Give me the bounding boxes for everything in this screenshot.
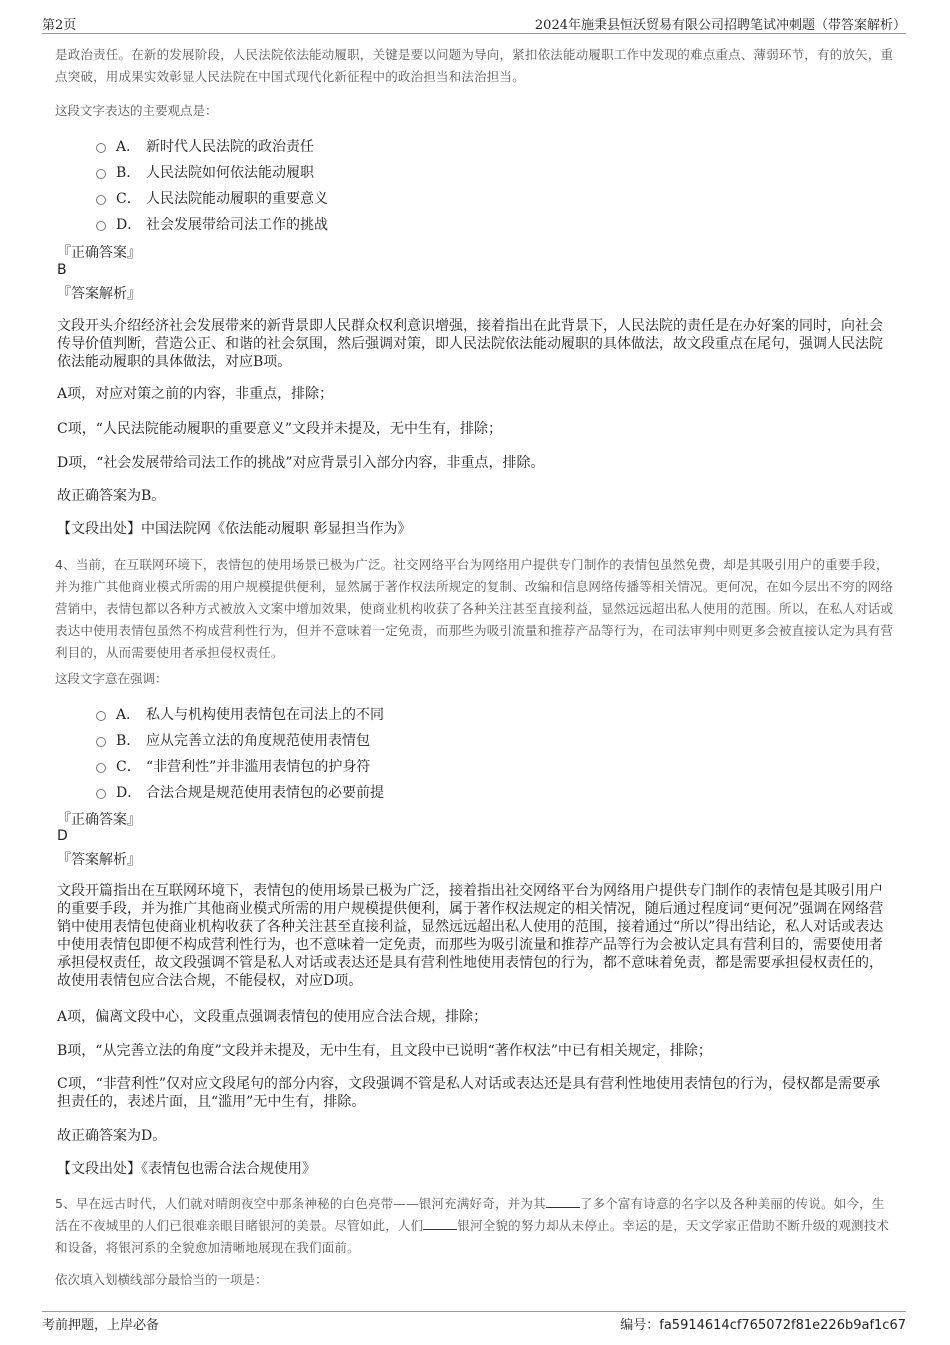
page-number: 第2页 [42,18,77,33]
option-text: 新时代人民法院的政治责任 [146,139,314,155]
document-title: 2024年施秉县恒沃贸易有限公司招聘笔试冲刺题（带答案解析） [534,18,906,33]
radio-icon[interactable] [96,169,106,179]
option-letter: D． [116,785,142,801]
question-number: 5、 [55,1196,76,1211]
q3-analysis-c: C项，“人民法院能动履职的重要意义”文段并未提及，无中生有，排除； [57,421,503,437]
q4-option-c[interactable] [96,756,370,776]
option-letter: B． [116,165,141,181]
radio-icon[interactable] [96,763,106,773]
radio-icon[interactable] [96,221,106,231]
footer-slogan: 考前押题，上岸必备 [42,1318,160,1333]
q4-analysis-label: 『答案解析』 [57,852,141,868]
q4-option-b[interactable] [96,730,370,750]
page-header [0,0,950,34]
q3-passage-tail: 是政治责任。在新的发展阶段，人民法院依法能动履职，关键是要以问题为导向，紧扣依法能动履职工作中发现的难点重点、薄弱环节，有的放矢，重点突破，用成果实效彰显人民法院在中国式现代化新征程中的政治担当和法治担当。 [55,47,894,84]
q3-analysis-d: D项，“社会发展带给司法工作的挑战”对应背景引入部分内容，非重点，排除。 [57,455,545,471]
document-id-label: 编号： [620,1318,660,1333]
header-divider [42,33,906,34]
option-text: 应从完善立法的角度规范使用表情包 [146,733,370,749]
q5-stem-part3: 银河全貌的努力却从未停止。幸运的是，天文学家正借助不断升级的观测技术和设备，将银河系的全貌愈加清晰地展现在我们面前。 [55,1218,890,1255]
document-id [620,1314,906,1333]
q5-prompt: 依次填入划横线部分最恰当的一项是： [55,1272,268,1287]
q4-analysis-c: C项，“非营利性”仅对应文段尾句的部分内容，文段强调不管是私人对话或表达还是具有营利性地使用表情包的行为，侵权都是需要承担责任的，表述片面，且“滥用”无中生有，排除。 [57,1076,881,1110]
radio-icon[interactable] [96,711,106,721]
q4-stem [55,554,897,664]
option-letter: C． [116,759,141,775]
q3-conclusion: 故正确答案为B。 [57,488,166,504]
q3-option-a[interactable] [96,136,314,156]
q4-analysis-main: 文段开篇指出在互联网环境下，表情包的使用场景已极为广泛，接着指出社交网络平台为网络用户提供专门制作的表情包是其吸引用户的重要手段，并为推广其他商业模式所需的用户规模提供便利，属于著作权法规定的相关情况，随后通过程度词“更何况”强调在网络营销中使用表情包使商业机构收获了各种关注甚至直接利益，显然远远超出私人使用的范围，接着通过“所以”得出结论，私人对话或表达中使用表情包即便不构成营利性行为，也不意味着一定免责，而那些为吸引流量和推荐产品等行为会被认定具有营利目的，需要使用者承担侵权责任，故文段强调不管是私人对话或表达还是具有营利性地使用表情包的行为，都不意味着免责，都是需要承担侵权责任的，故使用表情包应合法合规，不能侵权，对应D项。 [57,883,884,989]
option-text: 人民法院能动履职的重要意义 [146,191,328,207]
option-letter: D． [116,217,142,233]
q4-analysis-a: A项，偏离文段中心，文段重点强调表情包的使用应合法合规，排除； [57,1009,488,1025]
q3-answer-label: 『正确答案』 [57,245,141,261]
q5-stem-part1: 早在远古时代，人们就对晴朗夜空中那条神秘的白色亮带——银河充满好奇，并为其 [75,1196,546,1211]
q3-option-c[interactable] [96,188,328,208]
fill-blank-1[interactable] [546,1195,580,1208]
q4-option-a[interactable] [96,704,384,724]
footer-divider [42,1311,906,1312]
option-text: “非营利性”并非滥用表情包的护身符 [146,759,371,775]
q5-stem [55,1193,897,1259]
q3-analysis-label: 『答案解析』 [57,286,141,302]
fill-blank-2[interactable] [423,1217,457,1230]
q4-analysis-b: B项，“从完善立法的角度”文段并未提及，无中生有，且文段中已说明“著作权法”中已有相关规定，排除； [57,1043,712,1059]
option-letter: C． [116,191,141,207]
q3-prompt: 这段文字表达的主要观点是： [55,103,218,118]
q4-answer: D [57,828,68,844]
q5-stem-part2: 了多个富有诗意的名字以及各种美丽的传说。如今，生活在不夜城里的人们已很难亲眼目睹银河的美景。尽管如此，人们 [55,1196,885,1233]
radio-icon[interactable] [96,143,106,153]
q4-prompt: 这段文字意在强调： [55,671,168,686]
option-text: 人民法院如何依法能动履职 [146,165,314,181]
q3-answer: B [57,262,67,278]
question-number: 4、 [55,557,76,572]
q4-source: 【文段出处】《表情包也需合法合规使用》 [57,1161,316,1177]
document-id-value: fa5914614cf765072f81e226b9af1c67 [659,1318,906,1333]
q4-stem-text: 当前，在互联网环境下，表情包的使用场景已极为广泛。社交网络平台为网络用户提供专门制作的表情包虽然免费，却是其吸引用户的重要手段，并为推广其他商业模式所需的用户规模提供便利，显然属于著作权法所规定的复制、改编和信息网络传播等相关情况。更何况，在如今层出不穷的网络营销中，表情包都以各种方式被放入文案中增加效果，使商业机构收获了各种关注甚至直接利益，显然远远超出私人使用的范围。所以，在私人对话或表达中使用表情包虽然不构成营利性行为，但并不意味着一定免责，而那些为吸引流量和推荐产品等行为，在司法审判中则更多会被直接认定为具有营利目的，从而需要使用者承担侵权责任。 [55,557,894,660]
q3-analysis-main: 文段开头介绍经济社会发展带来的新背景即人民群众权利意识增强，接着指出在此背景下，人民法院的责任是在办好案的同时，向社会传导价值判断，营造公正、和谐的社会氛围，然后强调对策，即人民法院依法能动履职的具体做法，故文段重点在尾句，强调人民法院依法能动履职的具体做法，对应B项。 [57,318,883,370]
q3-option-d[interactable] [96,214,328,234]
q4-option-d[interactable] [96,782,384,802]
option-letter: B． [116,733,141,749]
radio-icon[interactable] [96,195,106,205]
option-text: 社会发展带给司法工作的挑战 [146,217,328,233]
q3-source: 【文段出处】中国法院网《依法能动履职 彰显担当作为》 [57,521,412,537]
option-text: 合法合规是规范使用表情包的必要前提 [146,785,384,801]
q4-conclusion: 故正确答案为D。 [57,1128,167,1144]
radio-icon[interactable] [96,789,106,799]
q4-answer-label: 『正确答案』 [57,812,141,828]
q3-option-b[interactable] [96,162,314,182]
option-letter: A． [116,707,141,723]
option-letter: A． [116,139,141,155]
option-text: 私人与机构使用表情包在司法上的不同 [146,707,384,723]
radio-icon[interactable] [96,737,106,747]
q3-analysis-a: A项，对应对策之前的内容，非重点，排除； [57,386,334,402]
